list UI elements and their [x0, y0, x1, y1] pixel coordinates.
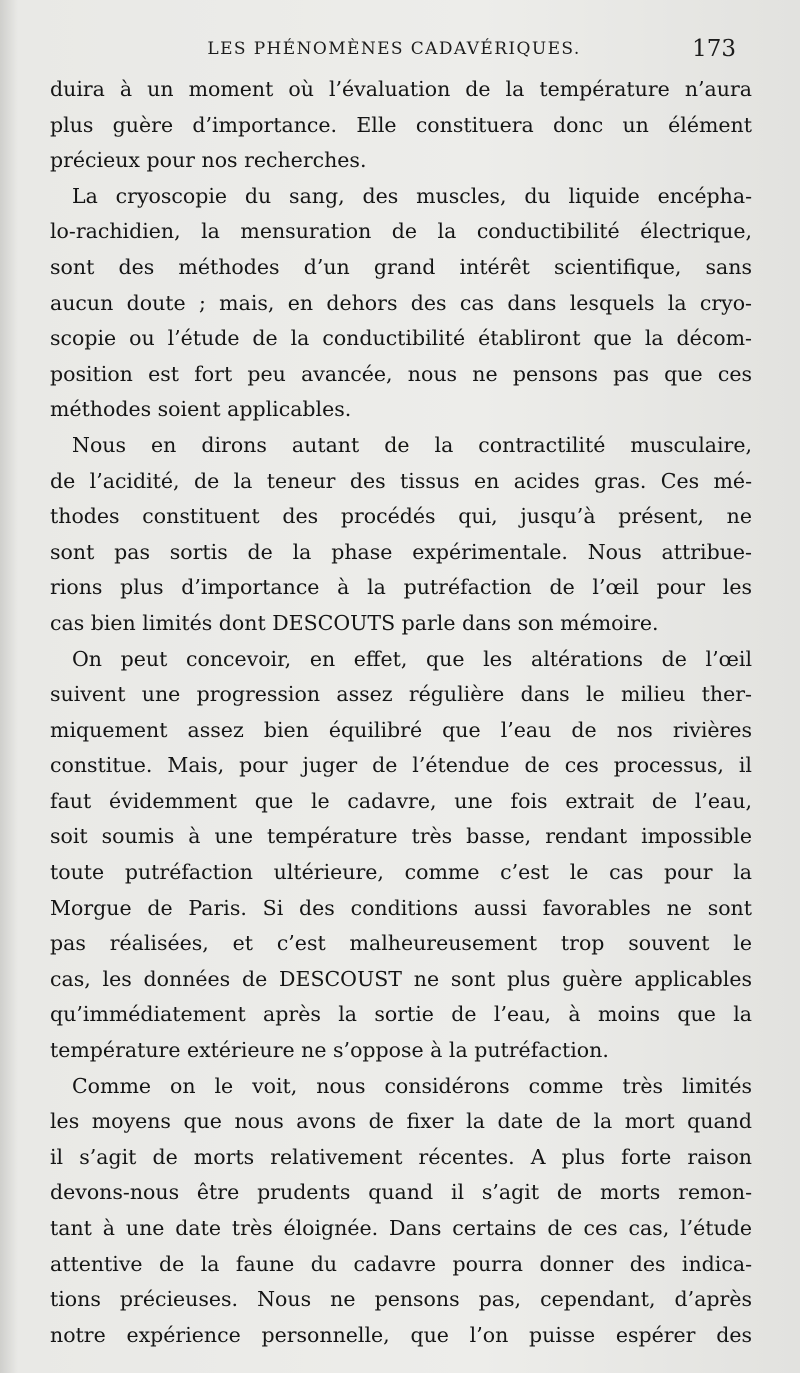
text-line: thodes constituent des procédés qui, jusqu’à présent, ne [50, 504, 752, 529]
text-line: Comme on le voit, nous considérons comme très limités [72, 1073, 752, 1098]
text-line: position est fort peu avancée, nous ne pensons pas que ces [50, 361, 752, 386]
text-line: faut évidemment que le cadavre, une fois extrait de l’eau, [50, 788, 752, 813]
text-line: il s’agit de morts relativement récentes. A plus forte raison [50, 1144, 752, 1169]
text-line: Morgue de Paris. Si des conditions aussi favorables ne sont [50, 895, 752, 920]
text-line: scopie ou l’étude de la conductibilité établiront que la décom- [50, 326, 752, 351]
text-line: de l’acidité, de la teneur des tissus en acides gras. Ces mé- [50, 468, 752, 493]
paragraph-5 [50, 1069, 752, 1354]
text-line: rions plus d’importance à la putréfaction de l’œil pour les [50, 575, 752, 600]
text-line: tions précieuses. Nous ne pensons pas, cependant, d’après [50, 1287, 752, 1312]
text-line: attentive de la faune du cadavre pourra donner des indica- [50, 1251, 752, 1276]
running-header [52, 36, 736, 66]
text-line: cas, les données de DESCOUST ne sont plus guère applicables [50, 966, 752, 991]
paragraph-1 [50, 72, 752, 179]
text-line: sont des méthodes d’un grand intérêt scientifique, sans [50, 254, 752, 279]
page-number: 173 [692, 36, 736, 62]
text-line: les moyens que nous avons de fixer la date de la mort quand [50, 1109, 752, 1134]
text-line: devons-nous être prudents quand il s’agit de morts remon- [50, 1180, 752, 1205]
text-line: précieux pour nos recherches. [50, 148, 367, 173]
text-line: lo-rachidien, la mensuration de la conductibilité électrique, [50, 219, 752, 244]
text-line: constitue. Mais, pour juger de l’étendue de ces processus, il [50, 753, 752, 778]
text-line: cas bien limités dont DESCOUTS parle dans son mémoire. [50, 610, 659, 635]
text-line: aucun doute ; mais, en dehors des cas dans lesquels la cryo- [50, 290, 752, 315]
text-line: miquement assez bien équilibré que l’eau de nos rivières [50, 717, 752, 742]
text-line: La cryoscopie du sang, des muscles, du liquide encépha- [72, 183, 752, 208]
text-line: On peut concevoir, en effet, que les altérations de l’œil [72, 646, 752, 671]
text-line: pas réalisées, et c’est malheureusement trop souvent le [50, 931, 752, 956]
body-text [50, 72, 752, 1353]
text-line: méthodes soient applicables. [50, 397, 352, 422]
text-line: suivent une progression assez régulière dans le milieu ther- [50, 682, 752, 707]
text-line: Nous en dirons autant de la contractilité musculaire, [72, 432, 752, 457]
paragraph-2 [50, 179, 752, 428]
text-line: plus guère d’importance. Elle constituera donc un élément [50, 112, 752, 137]
paragraph-3 [50, 428, 752, 642]
text-line: sont pas sortis de la phase expérimentale. Nous attribue- [50, 539, 752, 564]
text-line: notre expérience personnelle, que l’on puisse espérer des [50, 1322, 752, 1347]
text-line: tant à une date très éloignée. Dans certains de ces cas, l’étude [50, 1216, 752, 1240]
running-title: LES PHÉNOMÈNES CADAVÉRIQUES. [207, 39, 581, 59]
paragraph-4 [50, 642, 752, 1069]
text-line: soit soumis à une température très basse, rendant impossible [50, 824, 752, 849]
text-line: toute putréfaction ultérieure, comme c’est le cas pour la [50, 860, 752, 885]
text-line: température extérieure ne s’oppose à la putréfaction. [50, 1038, 609, 1063]
text-line: qu’immédiatement après la sortie de l’eau, à moins que la [50, 1002, 752, 1027]
text-line: duira à un moment où l’évaluation de la température n’aura [50, 77, 752, 101]
